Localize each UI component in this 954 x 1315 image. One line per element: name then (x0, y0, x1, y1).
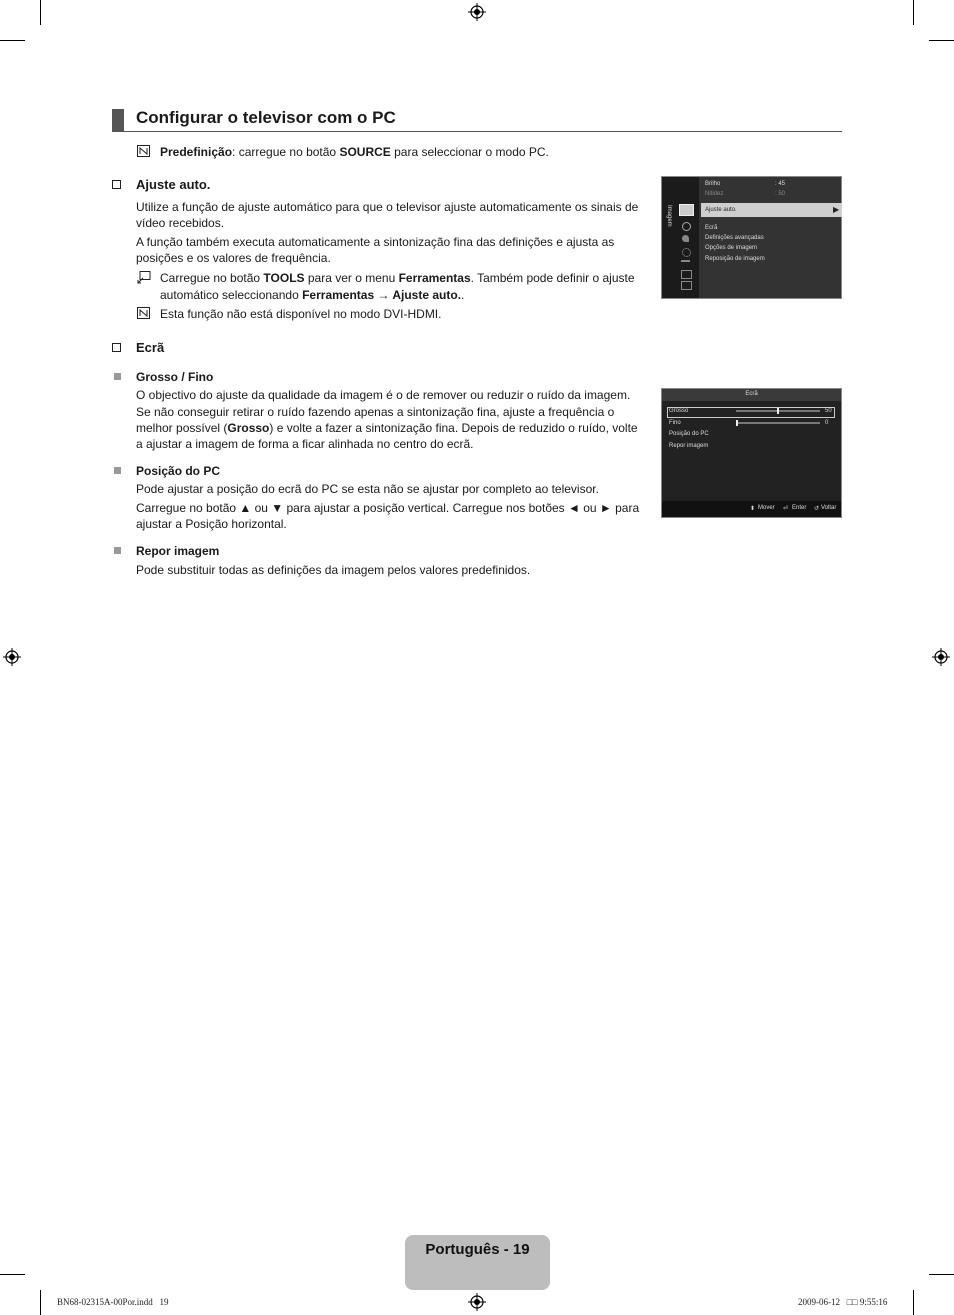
crop-mark (913, 1290, 914, 1315)
crop-mark (913, 0, 914, 25)
title-rule (112, 131, 842, 132)
tv-row-label: Nitidez (705, 191, 724, 197)
tv-row-label: Fino (669, 420, 681, 426)
support-icon (681, 281, 692, 290)
note-icon (137, 307, 150, 319)
paragraph-line: posições e os valores de frequência. (136, 251, 331, 265)
tv-menu-item: Opções de imagem (705, 245, 758, 251)
tv-menu-item: Definições avançadas (705, 235, 764, 241)
paragraph-line: Utilize a função de ajuste automático para que o televisor ajuste automaticamente os sinais de (136, 200, 639, 214)
subheading-grosso: Grosso / Fino (136, 370, 214, 384)
paragraph-line: A função também executa automaticamente a sintonização fina das definições e ajusta as (136, 235, 615, 249)
fino-slider[interactable] (736, 422, 820, 424)
tools-icon (137, 271, 151, 284)
footer-move: Mover (758, 505, 775, 511)
footer-date: 2009-06-12 □□ 9:55:16 (798, 1297, 888, 1307)
crop-mark (40, 0, 41, 25)
tools-note: Carregue no botão TOOLS para ver o menu Ferramentas. Também pode definir o ajuste (160, 271, 635, 285)
channel-icon (682, 235, 689, 242)
tv-menu-ecra (661, 388, 842, 518)
crop-mark (40, 1290, 41, 1315)
move-icon: ⬍ (750, 506, 756, 512)
paragraph-line: Pode substituir todas as definições da imagem pelos valores predefinidos. (136, 563, 531, 577)
tv-row-label: Brilho (705, 181, 721, 187)
tv-selected-label: Ajuste auto. (705, 207, 737, 213)
paragraph-line: Pode ajustar a posição do ecrã do PC se esta não se ajustar por completo ao televisor. (136, 482, 599, 496)
tv-row-value: : 45 (775, 181, 786, 187)
return-icon: ↺ (814, 506, 820, 512)
paragraph-line: Carregue no botão ▲ ou ▼ para ajustar a posição vertical. Carregue nos botões ◄ ou ► para (136, 501, 640, 515)
sub-bullet (114, 547, 121, 554)
tv-menu-title: Ecrã (745, 391, 758, 397)
sub-bullet (114, 467, 121, 474)
tv-menu-item: Ecrã (705, 225, 718, 231)
paragraph-line: vídeo recebidos. (136, 216, 225, 230)
sound-icon (682, 222, 691, 231)
slider-knob[interactable] (736, 420, 738, 426)
paragraph-line: ajustar a Posição horizontal. (136, 517, 287, 531)
tv-menu-item: Reposição de imagem (705, 256, 765, 262)
tv-row-label: Grosso (669, 408, 689, 414)
section-bullet (112, 343, 121, 352)
paragraph-line: a ajustar a imagem de forma a ficar alinhada no centro do ecrã. (136, 437, 474, 451)
registration-mark-icon (3, 648, 21, 666)
tv-menu-item: Posição do PC (669, 431, 709, 437)
crop-mark (929, 1274, 954, 1275)
sub-bullet (114, 373, 121, 380)
picture-icon (679, 204, 694, 216)
intro-note: Predefinição: carregue no botão SOURCE para seleccionar o modo PC. (160, 145, 549, 159)
dvi-note: Esta função não está disponível no modo DVI-HDMI. (160, 307, 442, 321)
title-bar-marker (112, 109, 124, 131)
subheading-repor: Repor imagem (136, 544, 220, 558)
crop-mark (929, 40, 954, 41)
footer-back: Voltar (821, 505, 837, 511)
crop-mark (0, 40, 25, 41)
crop-mark (0, 1274, 25, 1275)
tv-menu-item: Repor imagem (669, 443, 709, 449)
tv-row-value: 50 (825, 408, 832, 414)
footer-enter: Enter (792, 505, 807, 511)
registration-mark-icon (932, 648, 950, 666)
paragraph-line: Se não conseguir retirar o ruído fazendo apenas a sintonização fina, ajuste a frequência o (136, 405, 615, 419)
arrow-right-icon: ▶ (833, 205, 840, 214)
tv-selected-row[interactable] (667, 407, 835, 418)
tv-menu-side-label: Imagem (666, 205, 672, 227)
tv-row-value: : 50 (775, 191, 786, 197)
tv-menu-imagem (661, 176, 842, 299)
footer-file: BN68-02315A-00Por.indd 19 (57, 1297, 169, 1307)
page-number: Português - 19 (425, 1241, 530, 1258)
registration-mark-icon (468, 3, 486, 21)
enter-icon: ⏎ (783, 506, 789, 512)
paragraph-line: O objectivo do ajuste da qualidade da imagem é o de remover ou reduzir o ruído da imagem. (136, 388, 631, 402)
paragraph-line: melhor possível (Grosso) e volte a fazer a sintonização fina. Depois de reduzido o ruído, volte (136, 421, 638, 435)
section-heading-ecra: Ecrã (136, 340, 165, 355)
section-bullet (112, 180, 121, 189)
tv-menu-sidebar (662, 177, 699, 298)
subheading-posicao: Posição do PC (136, 464, 221, 478)
note-icon (137, 145, 150, 157)
slider-knob[interactable] (777, 408, 779, 414)
input-icon (681, 260, 690, 267)
page-title: Configurar o televisor com o PC (136, 108, 396, 127)
registration-mark-icon (468, 1293, 486, 1311)
tv-row-value: 0 (825, 420, 829, 426)
tools-note-line2: automático seleccionando Ferramentas → Ajuste auto.. (160, 288, 465, 302)
grosso-slider[interactable] (736, 410, 820, 412)
section-heading-ajuste: Ajuste auto. (136, 177, 211, 192)
setup-icon (682, 248, 691, 257)
application-icon (681, 270, 692, 279)
